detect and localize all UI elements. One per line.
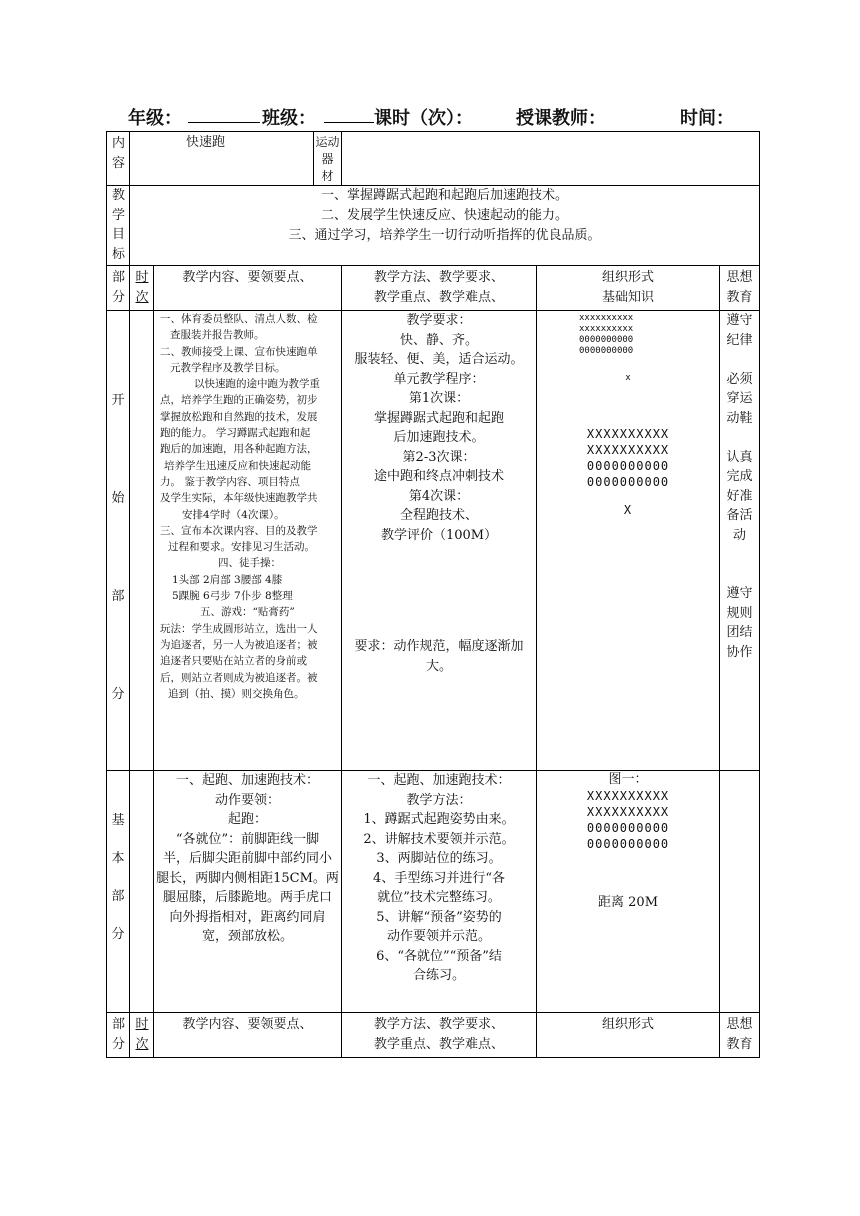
edu-line: 遵守 — [726, 313, 753, 328]
method-line: 掌握蹲踞式起跑和起跑 — [374, 410, 505, 426]
basic-education — [720, 771, 760, 1013]
content-line: 三、宣布本次课内容、目的及教学 — [160, 524, 318, 537]
footer-header-row — [107, 1013, 760, 1058]
content-value: 快速跑 — [130, 132, 314, 186]
edu-line: 完成 — [726, 469, 753, 484]
col-method-1: 教学方法、教学要求、 — [374, 1017, 505, 1032]
content-line: 一、起跑、加速跑技术： — [176, 773, 320, 788]
formation-row: 0000000000 — [586, 837, 670, 851]
content-line: 玩法：学生成圆形站立，选出一人 — [160, 622, 318, 635]
part-char: 分 — [111, 687, 125, 702]
content-line: 四、徒手操： — [218, 557, 281, 570]
equipment-label: 运动器 材 — [315, 135, 340, 183]
col-org-2: 基础知识 — [602, 290, 655, 305]
formation-row: xxxxxxxxxx — [579, 324, 634, 334]
edu-line: 穿运 — [726, 391, 753, 406]
goals-list — [130, 186, 760, 266]
col-part: 部分 — [112, 1017, 126, 1052]
teacher-mark: X — [623, 503, 633, 517]
content-line: 力。 鉴于教学内容、项目特点 — [160, 475, 300, 488]
formation-large — [537, 426, 719, 490]
content-line: 二、教师接受上课、宣布快速跑单 — [160, 345, 318, 358]
equipment-value — [342, 132, 760, 186]
method-line: 教学方法： — [406, 792, 472, 808]
col-time: 时次 — [135, 270, 149, 305]
method-line: 第2-3次课： — [402, 449, 476, 465]
col-method — [342, 1013, 537, 1058]
col-edu: 思想教育 — [726, 1017, 753, 1052]
distance-label: 距离 20M — [598, 895, 659, 910]
content-line: 腿屈膝，后膝跪地。两手虎口 — [163, 890, 333, 905]
method-line: 6、“各就位”“预备”结 — [376, 948, 502, 964]
content-line: 向外拇指相对，距离约同肩 — [169, 909, 326, 925]
content-line: 培养学生迅速反应和快速起动能 — [164, 459, 311, 472]
col-part: 部分 — [112, 270, 126, 305]
goals-label: 教学目标 — [112, 188, 126, 262]
col-method-2: 教学重点、教学难点、 — [374, 1037, 505, 1052]
method-line: 就位”技术完整练习。 — [377, 890, 501, 905]
opening-education — [720, 311, 760, 771]
content-line: 起跑： — [228, 812, 268, 827]
method-line: 全程跑技术、 — [400, 508, 479, 523]
formation-row: XXXXXXXXXX — [586, 789, 670, 803]
content-line: 跑的能力。 学习蹲踞式起跑和起 — [160, 427, 311, 440]
method-line: 2、讲解技术要领并示范。 — [363, 831, 515, 847]
method-line: 服装轻、便、美，适合运动。 — [354, 352, 524, 367]
method-line: 第4次课： — [408, 488, 470, 504]
lesson-header — [128, 104, 748, 132]
content-line: 为追逐者，另一人为被追逐者；被 — [160, 638, 318, 651]
opening-method — [342, 311, 537, 771]
method-line: 5、讲解“预备”姿势的 — [376, 909, 502, 925]
formation-row: 0000000000 — [586, 475, 670, 489]
content-label-cell — [107, 132, 130, 186]
content-line: 掌握放松跑和自然跑的技术，发展 — [160, 410, 318, 423]
edu-line: 协作 — [726, 644, 753, 660]
class-label: 班级： — [262, 108, 316, 129]
teacher-label: 授课教师： — [516, 108, 606, 129]
edu-line: 动鞋 — [726, 410, 753, 426]
basic-time-cell — [130, 771, 154, 1013]
opening-time-cell — [130, 311, 154, 771]
method-line: 1、蹲踞式起跑姿势由来。 — [363, 812, 515, 827]
method-line: 教学要求： — [406, 313, 472, 328]
part-char: 始 — [111, 491, 125, 506]
content-line: 后，则站立者则成为被追逐者。被 — [160, 671, 318, 684]
edu-line: 团结 — [726, 625, 753, 640]
formation-row: XXXXXXXXXX — [586, 805, 670, 819]
formation-row: XXXXXXXXXX — [586, 427, 670, 441]
col-time: 时次 — [135, 1017, 149, 1052]
goals-label-cell — [107, 186, 130, 266]
edu-line: 规则 — [726, 605, 753, 621]
method-requirement: 大。 — [426, 658, 453, 674]
goal-item: 三、通过学习，培养学生一切行动听指挥的优良品质。 — [288, 228, 601, 243]
method-line: 途中跑和终点冲刺技术 — [374, 469, 505, 484]
content-line: 安排4学时（4次课）。 — [182, 508, 285, 521]
part-char: 分 — [111, 927, 125, 942]
goals-row — [107, 186, 760, 266]
content-line: 过程和要求。安排见习生活动。 — [168, 541, 315, 554]
col-method-2: 教学重点、教学难点、 — [374, 290, 505, 305]
time-label: 时间： — [680, 108, 734, 129]
content-line: 追到（拍、摸）则交换角色。 — [168, 687, 305, 700]
method-line: 单元教学程序： — [393, 371, 485, 387]
content-line: 及学生实际，本年级快速跑教学共 — [160, 492, 318, 505]
content-line: 追逐者只要贴在站立者的身前或 — [160, 655, 307, 668]
col-method-1: 教学方法、教学要求、 — [374, 270, 505, 285]
col-org: 组织形式 — [537, 1013, 720, 1058]
method-requirement: 要求：动作规范，幅度逐渐加 — [354, 639, 524, 654]
method-line: 3、两脚站位的练习。 — [376, 851, 502, 866]
content-label: 内容 — [112, 136, 126, 171]
edu-line — [720, 350, 759, 370]
content-line: 一、体育委员整队、清点人数、检 — [160, 313, 318, 325]
edu-line: 纪律 — [726, 332, 753, 348]
formation-row: XXXXXXXXXX — [586, 443, 670, 457]
content-line: 动作要领： — [215, 792, 281, 808]
figure-title: 图一： — [608, 772, 648, 787]
col-org-1: 组织形式 — [602, 270, 655, 285]
formation-row: 0000000000 — [586, 459, 670, 473]
col-org — [537, 266, 720, 311]
formation-row: xxxxxxxxxx — [579, 313, 634, 323]
content-line: 宽，颈部放松。 — [202, 929, 294, 944]
edu-line — [720, 545, 759, 565]
method-line: 一、起跑、加速跑技术： — [367, 773, 511, 788]
basic-organization — [537, 771, 720, 1013]
edu-line: 必须 — [726, 371, 753, 387]
opening-section — [107, 311, 760, 771]
col-edu: 思想教育 — [726, 270, 753, 305]
content-line: 跑后的加速跑，用各种起跑方法， — [160, 443, 318, 456]
basic-content — [154, 771, 342, 1013]
equipment-label-cell — [314, 132, 342, 186]
goal-item: 一、掌握蹲踞式起跑和起跑后加速跑技术。 — [321, 188, 569, 203]
grade-label: 年级： — [128, 108, 182, 129]
content-line: 元教学程序及教学目标。 — [170, 361, 286, 374]
opening-organization — [537, 311, 720, 771]
content-line: “各就位”：前脚距线一脚 — [175, 831, 320, 847]
col-content: 教学内容、要领要点、 — [154, 266, 342, 311]
col-content: 教学内容、要领要点、 — [154, 1013, 342, 1058]
edu-line — [720, 428, 759, 448]
method-line: 合练习。 — [413, 968, 466, 983]
opening-part-label — [107, 311, 130, 771]
content-line: 1头部 2肩部 3腰部 4膝 — [172, 573, 283, 586]
method-line: 后加速跑技术。 — [393, 430, 485, 445]
lesson-label: 课时（次）： — [374, 108, 473, 129]
content-line: 半，后脚尖距前脚中部约同小 — [163, 851, 333, 866]
method-line: 快、静、齐。 — [400, 332, 479, 348]
formation-small — [537, 313, 719, 357]
edu-line: 好准 — [726, 488, 753, 504]
col-method — [342, 266, 537, 311]
column-header-row — [107, 266, 760, 311]
lesson-plan-table — [106, 131, 760, 1058]
formation-row: 0000000000 — [579, 346, 634, 356]
basic-method — [342, 771, 537, 1013]
edu-line — [720, 565, 759, 585]
content-line: 以快速跑的途中跑为教学重 — [194, 378, 320, 391]
method-line: 动作要领并示范。 — [387, 929, 492, 944]
content-line: 点，培养学生跑的正确姿势，初步 — [160, 394, 318, 407]
teacher-mark: x — [625, 373, 631, 383]
edu-line: 动 — [733, 527, 747, 543]
part-char: 部 — [111, 889, 125, 904]
part-char: 本 — [111, 851, 125, 866]
basic-section — [107, 771, 760, 1013]
formation-large — [537, 788, 719, 852]
method-line: 4、手型练习并进行“各 — [373, 870, 505, 886]
opening-content — [154, 311, 342, 771]
basic-part-label — [107, 771, 130, 1013]
content-line: 五、游戏：“贴膏药” — [200, 606, 295, 619]
method-line: 第1次课： — [408, 391, 470, 406]
content-row — [107, 132, 760, 186]
formation-row: 0000000000 — [579, 335, 634, 345]
method-line: 教学评价（100M） — [380, 527, 498, 543]
content-line: 5踝腕 6弓步 7仆步 8整理 — [172, 590, 293, 603]
goal-item: 二、发展学生快速反应、快速起动的能力。 — [321, 208, 569, 223]
content-line: 查服装并报告教师。 — [170, 329, 265, 342]
edu-line: 认真 — [726, 449, 753, 465]
edu-line: 遵守 — [726, 586, 753, 601]
part-char: 基 — [111, 813, 125, 828]
part-char: 部 — [111, 589, 125, 604]
content-line: 腿长，两脚内侧相距15CM。两 — [156, 870, 339, 886]
edu-line: 备活 — [726, 508, 753, 523]
formation-row: 0000000000 — [586, 821, 670, 835]
part-char: 开 — [111, 393, 125, 408]
